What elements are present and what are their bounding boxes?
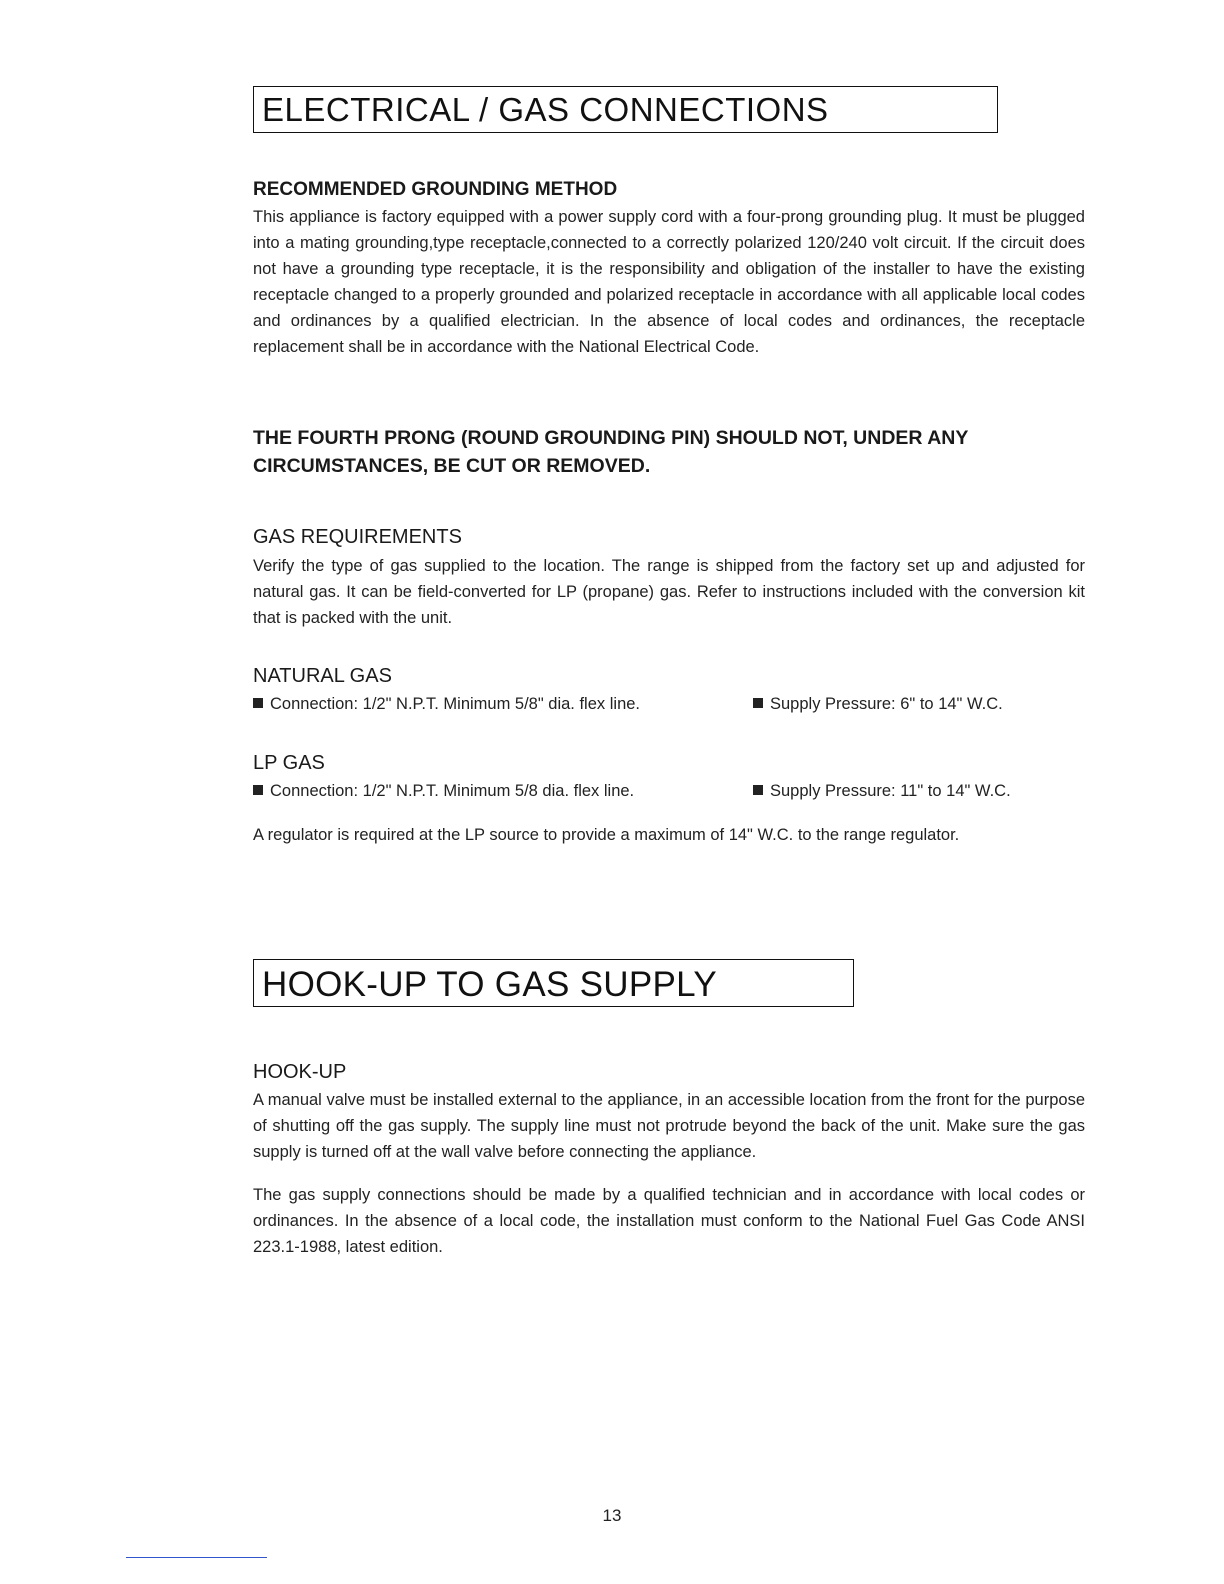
page-number: 13 bbox=[602, 1506, 622, 1525]
natural-gas-pressure-text: Supply Pressure: 6" to 14" W.C. bbox=[770, 695, 1003, 713]
hookup-paragraph-1: A manual valve must be installed external to the appliance, in an accessible location from the front for the purpose of shutting off the gas supply. The supply line must not protrude beyond the back of the unit. Make sure the gas supply is turned off at the wall valve before connecting the appliance. bbox=[253, 1091, 1085, 1161]
natural-gas-connection-item bbox=[253, 692, 640, 716]
lp-regulator-note: A regulator is required at the LP source to provide a maximum of 14" W.C. to the range regulator. bbox=[253, 826, 960, 844]
hookup-heading: HOOK-UP bbox=[253, 1061, 347, 1083]
bullet-square-icon bbox=[253, 698, 263, 708]
natural-gas-pressure-item bbox=[753, 692, 1003, 716]
lp-gas-connection-text: Connection: 1/2" N.P.T. Minimum 5/8 dia. flex line. bbox=[270, 782, 635, 800]
hookup-paragraph-2: The gas supply connections should be made by a qualified technician and in accordance with local codes or ordinances. In the absence of a local code, the installation must conform to the National Fuel Gas Code ANSI 223.1-1988, latest edition. bbox=[253, 1186, 1085, 1256]
footer-rule bbox=[126, 1557, 267, 1558]
bullet-square-icon bbox=[753, 698, 763, 708]
bullet-square-icon bbox=[253, 785, 263, 795]
lp-gas-heading: LP GAS bbox=[253, 752, 325, 774]
electrical-gas-connections-title: ELECTRICAL / GAS CONNECTIONS bbox=[253, 86, 998, 133]
gas-requirements-paragraph: Verify the type of gas supplied to the location. The range is shipped from the factory set up and adjusted for natural gas. It can be field-converted for LP (propane) gas. Refer to instructions included with the conversion kit that is packed with the unit. bbox=[253, 557, 1085, 627]
lp-gas-pressure-item bbox=[753, 779, 1011, 803]
lp-gas-connection-item bbox=[253, 779, 634, 803]
lp-gas-pressure-text: Supply Pressure: 11" to 14" W.C. bbox=[770, 782, 1011, 800]
grounding-method-heading: RECOMMENDED GROUNDING METHOD bbox=[253, 179, 618, 200]
hookup-gas-supply-title: HOOK-UP TO GAS SUPPLY bbox=[253, 959, 854, 1007]
lp-gas-specs bbox=[253, 779, 1085, 803]
natural-gas-specs bbox=[253, 692, 1085, 716]
bullet-square-icon bbox=[753, 785, 763, 795]
fourth-prong-warning: THE FOURTH PRONG (ROUND GROUNDING PIN) SHOULD NOT, UNDER ANY CIRCUMSTANCES, BE CUT OR REMOVED. bbox=[253, 427, 969, 477]
natural-gas-connection-text: Connection: 1/2" N.P.T. Minimum 5/8" dia. flex line. bbox=[270, 695, 641, 713]
gas-requirements-heading: GAS REQUIREMENTS bbox=[253, 526, 462, 548]
grounding-method-paragraph: This appliance is factory equipped with a power supply cord with a four-prong grounding plug. It must be plugged into a mating grounding,type receptacle,connected to a correctly polarized 120/240 volt circuit. If the circuit does not have a grounding type receptacle, it is the responsibility and obligation of the installer to have the existing receptacle changed to a properly grounded and polarized receptacle in accordance with all applicable local codes and ordinances by a qualified electrician. In the absence of local codes and ordinances, the receptacle replacement shall be in accordance with the National Electrical Code. bbox=[253, 208, 1085, 356]
natural-gas-heading: NATURAL GAS bbox=[253, 665, 392, 687]
